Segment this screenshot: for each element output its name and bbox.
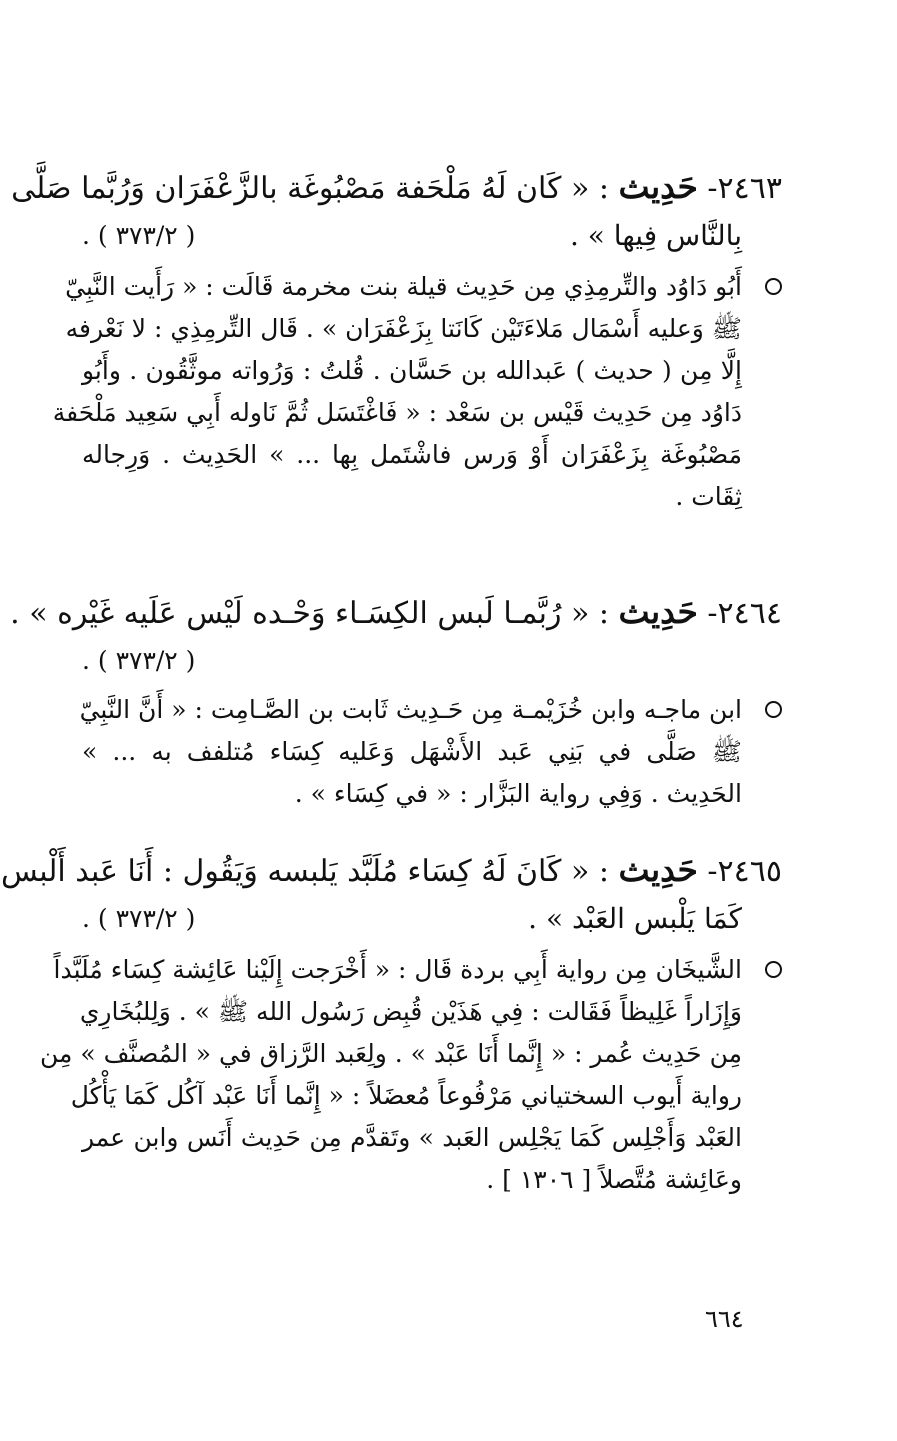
- takhrij-commentary: [40, 949, 782, 1201]
- hadith-heading: حَدِيث: [618, 850, 698, 889]
- hadith-heading: حَدِيث: [618, 592, 698, 631]
- hadith-text-line: [10, 585, 782, 641]
- hadith-text: : « كَانَ لَهُ كِسَاء مُلَبَّد يَلبسه وَيَقُول : أَنَا عَبد أَلْبس: [0, 854, 609, 889]
- volume-page-reference: ( ٣٧٣/٢ ) .: [82, 221, 196, 250]
- commentary-line: مِن حَدِيث عُمر : « إِنَّما أَنَا عَبْد » . ولِعَبد الرَّزاق في « المُصنَّف » مِن: [40, 1039, 742, 1068]
- commentary-line: العَبْد وَأَجْلِس كَمَا يَجْلِس العَبد » وتَقدَّم مِن حَدِيث أَنَس وابن عمر: [82, 1123, 742, 1152]
- entry-2463: [11, 160, 782, 518]
- commentary-line: ﷺ وَعليه أَسْمَال مَلاءَتَيْن كَانَتا بِزَعْفَرَان » . قَال التِّرمِذِي : لا نَعْرفه: [65, 314, 742, 343]
- hadith-text-line: [0, 843, 782, 899]
- commentary-line: أَبُو دَاوُد والتِّرمِذِي مِن حَدِيث قيلة بنت مخرمة قَالَت : « رَأَيت النَّبِيّ: [65, 272, 742, 301]
- circle-bullet-icon: [765, 278, 782, 295]
- entry-number: ٢٤٦٥-: [707, 854, 782, 889]
- commentary-line: الحَدِيث . وَفِي رواية البَزَّار : « في كِسَاء » .: [294, 779, 742, 808]
- hadith-ref-line: [82, 216, 782, 256]
- entry-2464: [10, 585, 782, 815]
- takhrij-commentary: [79, 689, 782, 815]
- hadith-heading: حَدِيث: [618, 167, 698, 206]
- commentary-line: وَإِزَاراً غَلِيظاً فَقَالت : فِي هَذَيْن قُبِض رَسُول الله ﷺ » . وَلِلبُخَارِي: [79, 997, 742, 1026]
- entry-2465: [0, 843, 782, 1201]
- commentary-line: ثِقَات .: [675, 482, 742, 511]
- commentary-line: ابن ماجـه وابن خُزَيْمـة مِن حَـدِيث ثَابت بن الصَّـامِت : « أَنَّ النَّبِيّ: [79, 695, 742, 724]
- hadith-text: : « رُبَّمـا لَبس الكِسَـاء وَحْـده لَيْس عَلَيه غَيْره » .: [10, 596, 609, 631]
- hadith-ref-line: [82, 641, 782, 681]
- hadith-text: بِالنَّاس فِيها » .: [569, 219, 742, 252]
- commentary-line: وعَائِشة مُتَّصلاً [ ١٣٠٦ ] .: [486, 1165, 742, 1194]
- entry-number: ٢٤٦٤-: [707, 596, 782, 631]
- circle-bullet-icon: [765, 961, 782, 978]
- volume-page-reference: ( ٣٧٣/٢ ) .: [82, 646, 196, 675]
- commentary-line: الشَّيخَان مِن رواية أَبِي بردة قَال : « أَخْرَجت إِلَيْنا عَائِشة كِسَاء مُلَبَّداً: [53, 955, 742, 984]
- commentary-line: دَاوُد مِن حَدِيث قَيْس بن سَعْد : « فَاغْتَسَل ثُمَّ نَاوله أَبِي سَعِيد مَلْحَفة: [52, 398, 742, 427]
- page-number: ٦٦٤: [705, 1305, 744, 1333]
- takhrij-commentary: [52, 266, 782, 518]
- commentary-line: ﷺ صَلَّى في بَنِي عَبد الأَشْهَل وَعَليه كِسَاء مُتلفف به ... »: [82, 737, 742, 766]
- entry-number: ٢٤٦٣-: [707, 171, 782, 206]
- hadith-text: كَمَا يَلْبس العَبْد » .: [528, 902, 742, 935]
- hadith-text: : « كَان لَهُ مَلْحَفة مَصْبُوغَة بالزَّعْفَرَان وَرُبَّما صَلَّى: [11, 171, 609, 206]
- commentary-line: مَصْبُوغَة بِزَعْفَرَان أَوْ وَرس فاشْتَمل بِها ... » الحَدِيث . وَرِجاله: [82, 440, 742, 469]
- hadith-text-line: [11, 160, 782, 216]
- commentary-line: إِلَّا مِن ( حديث ) عَبدالله بن حَسَّان . قُلتُ : وَرُواته موثَّقُون . وأَبُو: [82, 356, 742, 385]
- volume-page-reference: ( ٣٧٣/٢ ) .: [82, 904, 196, 933]
- circle-bullet-icon: [765, 701, 782, 718]
- hadith-ref-line: [82, 899, 782, 939]
- commentary-line: رواية أَيوب السختياني مَرْفُوعاً مُعضَلاً : « إِنَّما أَنَا عَبْد آكُل كَمَا يَأْكُل: [70, 1081, 742, 1110]
